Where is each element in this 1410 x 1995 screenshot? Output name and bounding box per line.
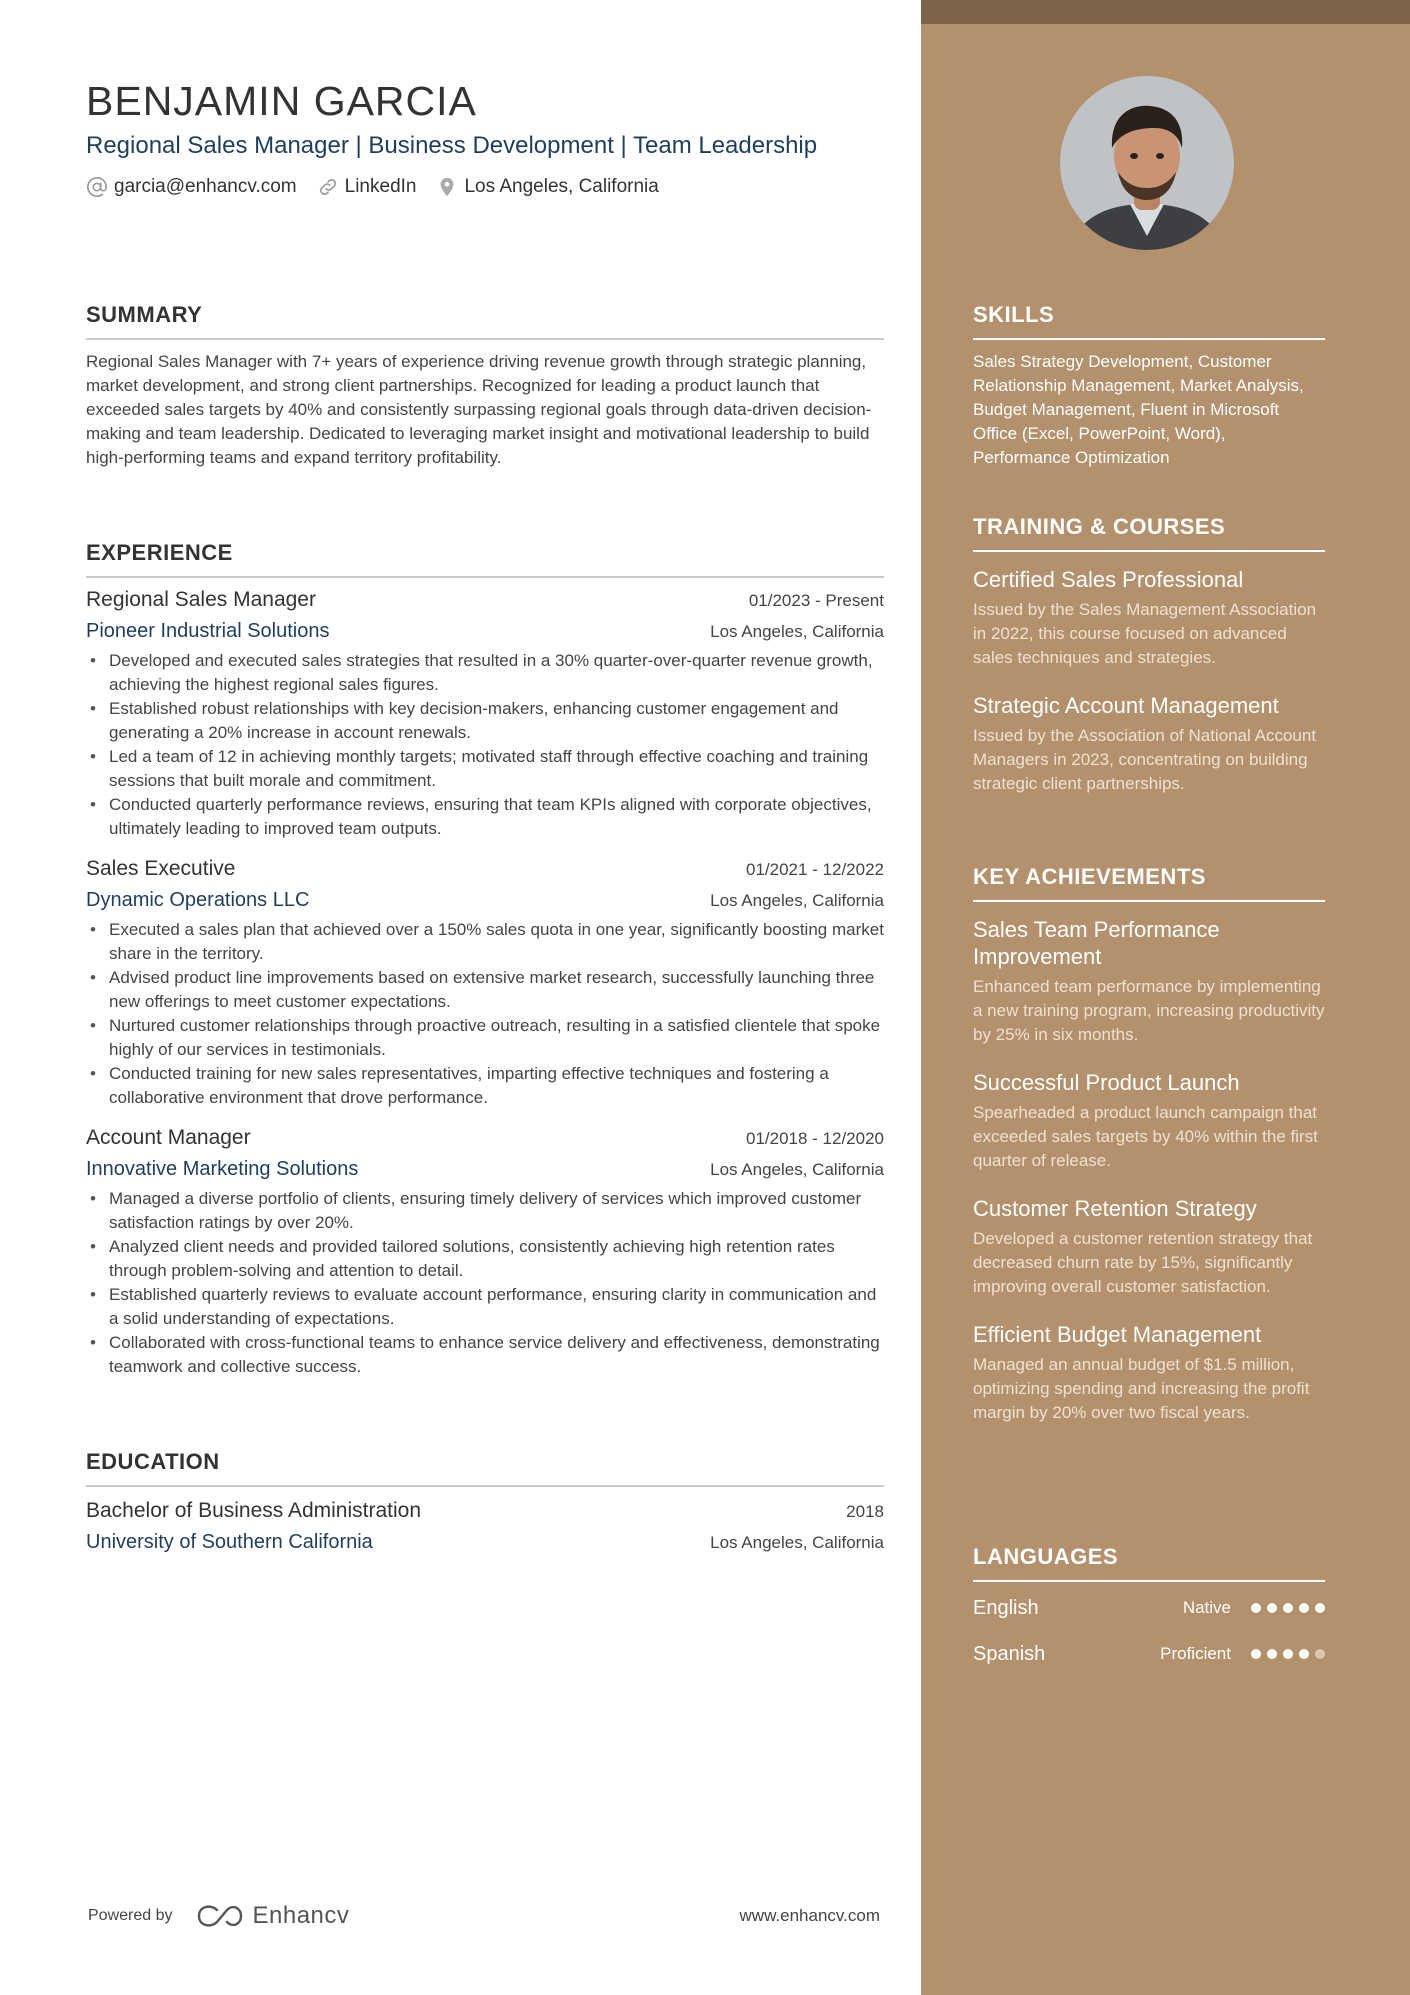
achievement-desc: Spearheaded a product launch campaign that exceeded sales targets by 40% within the first quarter of release. (973, 1103, 1318, 1170)
footer (88, 1902, 880, 1930)
bullet-item: • Advised product line improvements based on extensive market research, successfully launching three new offerings to meet customer expectations. (86, 966, 884, 1014)
job-bullets (86, 649, 884, 841)
section-divider (973, 900, 1325, 902)
section-divider (973, 550, 1325, 552)
skills-text: Sales Strategy Development, Customer Relationship Management, Market Analysis, Budget Management, Fluent in Microsoft Office (Excel, PowerPoint, Word), Performance Optimization (973, 352, 1304, 467)
contact-email[interactable] (86, 176, 297, 198)
job-dates: 01/2021 - 12/2022 (745, 860, 884, 879)
job-location: Los Angeles, California (710, 1160, 884, 1179)
job-bullets (86, 918, 884, 1110)
job-dates: 01/2023 - Present (748, 591, 884, 610)
section-title: TRAINING & COURSES (973, 514, 1226, 539)
summary-section (86, 302, 884, 470)
section-divider (86, 1485, 884, 1487)
achievement-title: Sales Team Performance Improvement (973, 917, 1220, 969)
language-level: Native (1182, 1598, 1231, 1617)
training-title: Certified Sales Professional (973, 567, 1244, 592)
sidebar-top-band (921, 0, 1410, 24)
school-location: Los Angeles, California (710, 1533, 884, 1552)
rating-dot-filled (1299, 1649, 1309, 1659)
candidate-name: BENJAMIN GARCIA (86, 78, 477, 124)
sidebar (921, 0, 1410, 1995)
languages-section (973, 1544, 1325, 1666)
website-link[interactable]: www.enhancv.com (739, 1906, 880, 1925)
job-dates: 01/2018 - 12/2020 (745, 1129, 884, 1148)
language-rating (1251, 1649, 1325, 1659)
bullet-item: • Led a team of 12 in achieving monthly targets; motivated staff through effective coaching and training sessions that built morale and commitment. (86, 745, 884, 793)
bullet-item: • Conducted quarterly performance reviews, ensuring that team KPIs aligned with corporate objectives, ultimately leading to improved team outputs. (86, 793, 884, 841)
school-name: University of Southern California (86, 1531, 373, 1553)
training-desc: Issued by the Sales Management Association in 2022, this course focused on advanced sales techniques and strategies. (973, 600, 1317, 667)
brand-name: Enhancv (252, 1902, 350, 1929)
language-name: English (973, 1596, 1039, 1619)
graduation-year: 2018 (846, 1502, 884, 1521)
section-title: SUMMARY (86, 302, 203, 327)
rating-dot-empty (1315, 1649, 1325, 1659)
email-text: garcia@enhancv.com (114, 176, 297, 197)
language-level: Proficient (1160, 1644, 1231, 1663)
section-divider (973, 338, 1325, 340)
job-title: Account Manager (86, 1126, 251, 1149)
achievement-desc: Enhanced team performance by implementing a new training program, increasing productivity by 25% in six months. (973, 977, 1325, 1044)
bullet-item: • Conducted training for new sales representatives, imparting effective techniques and fostering a collaborative environment that drove performance. (86, 1062, 884, 1110)
contact-linkedin[interactable] (317, 176, 417, 198)
job-location: Los Angeles, California (710, 891, 884, 910)
training-section (973, 514, 1325, 796)
bullet-item: • Executed a sales plan that achieved over a 150% sales quota in one year, significantly boosting market share in the territory. (86, 918, 884, 966)
contact-bar (86, 176, 659, 198)
rating-dot-filled (1251, 1649, 1261, 1659)
job-location: Los Angeles, California (710, 622, 884, 641)
experience-section (86, 540, 884, 1379)
training-desc: Issued by the Association of National Account Managers in 2023, concentrating on building strategic client partnerships. (973, 726, 1317, 793)
achievement-item (973, 1321, 1325, 1425)
language-item (973, 1642, 1325, 1666)
achievement-desc: Managed an annual budget of $1.5 million, optimizing spending and increasing the profit margin by 20% over two fiscal years. (973, 1355, 1310, 1422)
location-pin-icon (436, 176, 458, 198)
experience-entry (86, 1126, 884, 1379)
headline: Regional Sales Manager | Business Development | Team Leadership (86, 132, 818, 159)
skills-section (973, 302, 1325, 470)
section-title: SKILLS (973, 302, 1055, 327)
rating-dot-filled (1267, 1649, 1277, 1659)
training-title: Strategic Account Management (973, 693, 1279, 718)
at-sign-icon (86, 176, 108, 198)
location-text: Los Angeles, California (464, 176, 659, 197)
rating-dot-filled (1267, 1603, 1277, 1613)
section-title: EXPERIENCE (86, 540, 233, 565)
job-title: Regional Sales Manager (86, 588, 316, 611)
rating-dot-filled (1251, 1603, 1261, 1613)
section-title: KEY ACHIEVEMENTS (973, 864, 1206, 889)
job-bullets (86, 1187, 884, 1379)
contact-location (436, 176, 658, 198)
achievement-title: Successful Product Launch (973, 1070, 1240, 1095)
link-icon (317, 176, 339, 198)
job-title: Sales Executive (86, 857, 236, 880)
company-name: Dynamic Operations LLC (86, 889, 310, 911)
experience-entry (86, 588, 884, 841)
achievement-title: Efficient Budget Management (973, 1322, 1262, 1347)
rating-dot-filled (1283, 1603, 1293, 1613)
enhancv-logo-icon (197, 1904, 243, 1928)
rating-dot-filled (1315, 1603, 1325, 1613)
linkedin-text: LinkedIn (344, 176, 417, 197)
achievements-section (973, 864, 1325, 1425)
section-divider (973, 1580, 1325, 1582)
bullet-item: • Managed a diverse portfolio of clients, ensuring timely delivery of services which improved customer satisfaction ratings by over 20%. (86, 1187, 884, 1235)
summary-text: Regional Sales Manager with 7+ years of experience driving revenue growth through strategic planning, market development, and strong client partnerships. Recognized for leading a product launch that exceeded sales targets by 40% and consistently surpassing regional goals through data-driven decision-making and team leadership. Dedicated to leveraging market insight and motivational leadership to build high-performing teams and expand territory profitability. (86, 352, 872, 467)
experience-entry (86, 857, 884, 1110)
rating-dot-filled (1283, 1649, 1293, 1659)
company-name: Innovative Marketing Solutions (86, 1158, 359, 1180)
achievement-desc: Developed a customer retention strategy that decreased churn rate by 15%, significantly improving overall customer satisfaction. (973, 1229, 1313, 1296)
bullet-item: • Analyzed client needs and provided tailored solutions, consistently achieving high retention rates through problem-solving and attention to detail. (86, 1235, 884, 1283)
brand-logo[interactable] (197, 1902, 350, 1930)
section-title: LANGUAGES (973, 1544, 1119, 1569)
rating-dot-filled (1299, 1603, 1309, 1613)
section-title: EDUCATION (86, 1449, 220, 1474)
bullet-item: • Established robust relationships with key decision-makers, enhancing customer engagement and generating a 20% increase in account renewals. (86, 697, 884, 745)
language-rating (1251, 1603, 1325, 1613)
achievement-item (973, 1069, 1325, 1173)
bullet-item: • Collaborated with cross-functional teams to enhance service delivery and effectiveness, demonstrating teamwork and collective success. (86, 1331, 884, 1379)
company-name: Pioneer Industrial Solutions (86, 620, 330, 642)
section-divider (86, 338, 884, 340)
section-divider (86, 576, 884, 578)
avatar-icon (1060, 76, 1234, 250)
bullet-item: • Developed and executed sales strategies that resulted in a 30% quarter-over-quarter revenue growth, achieving the highest regional sales figures. (86, 649, 884, 697)
achievement-title: Customer Retention Strategy (973, 1196, 1257, 1221)
training-item (973, 692, 1325, 796)
powered-by-label: Powered by (88, 1907, 173, 1924)
language-item (973, 1596, 1325, 1620)
achievement-item (973, 1195, 1325, 1299)
achievement-item (973, 916, 1325, 1047)
bullet-item: • Nurtured customer relationships through proactive outreach, resulting in a satisfied clientele that spoke highly of our services in testimonials. (86, 1014, 884, 1062)
powered-by (88, 1902, 349, 1930)
degree-title: Bachelor of Business Administration (86, 1499, 422, 1522)
education-section (86, 1449, 884, 1554)
profile-photo (1060, 76, 1234, 250)
training-item (973, 566, 1325, 670)
bullet-item: • Established quarterly reviews to evaluate account performance, ensuring clarity in communication and a solid understanding of expectations. (86, 1283, 884, 1331)
language-name: Spanish (973, 1642, 1046, 1665)
